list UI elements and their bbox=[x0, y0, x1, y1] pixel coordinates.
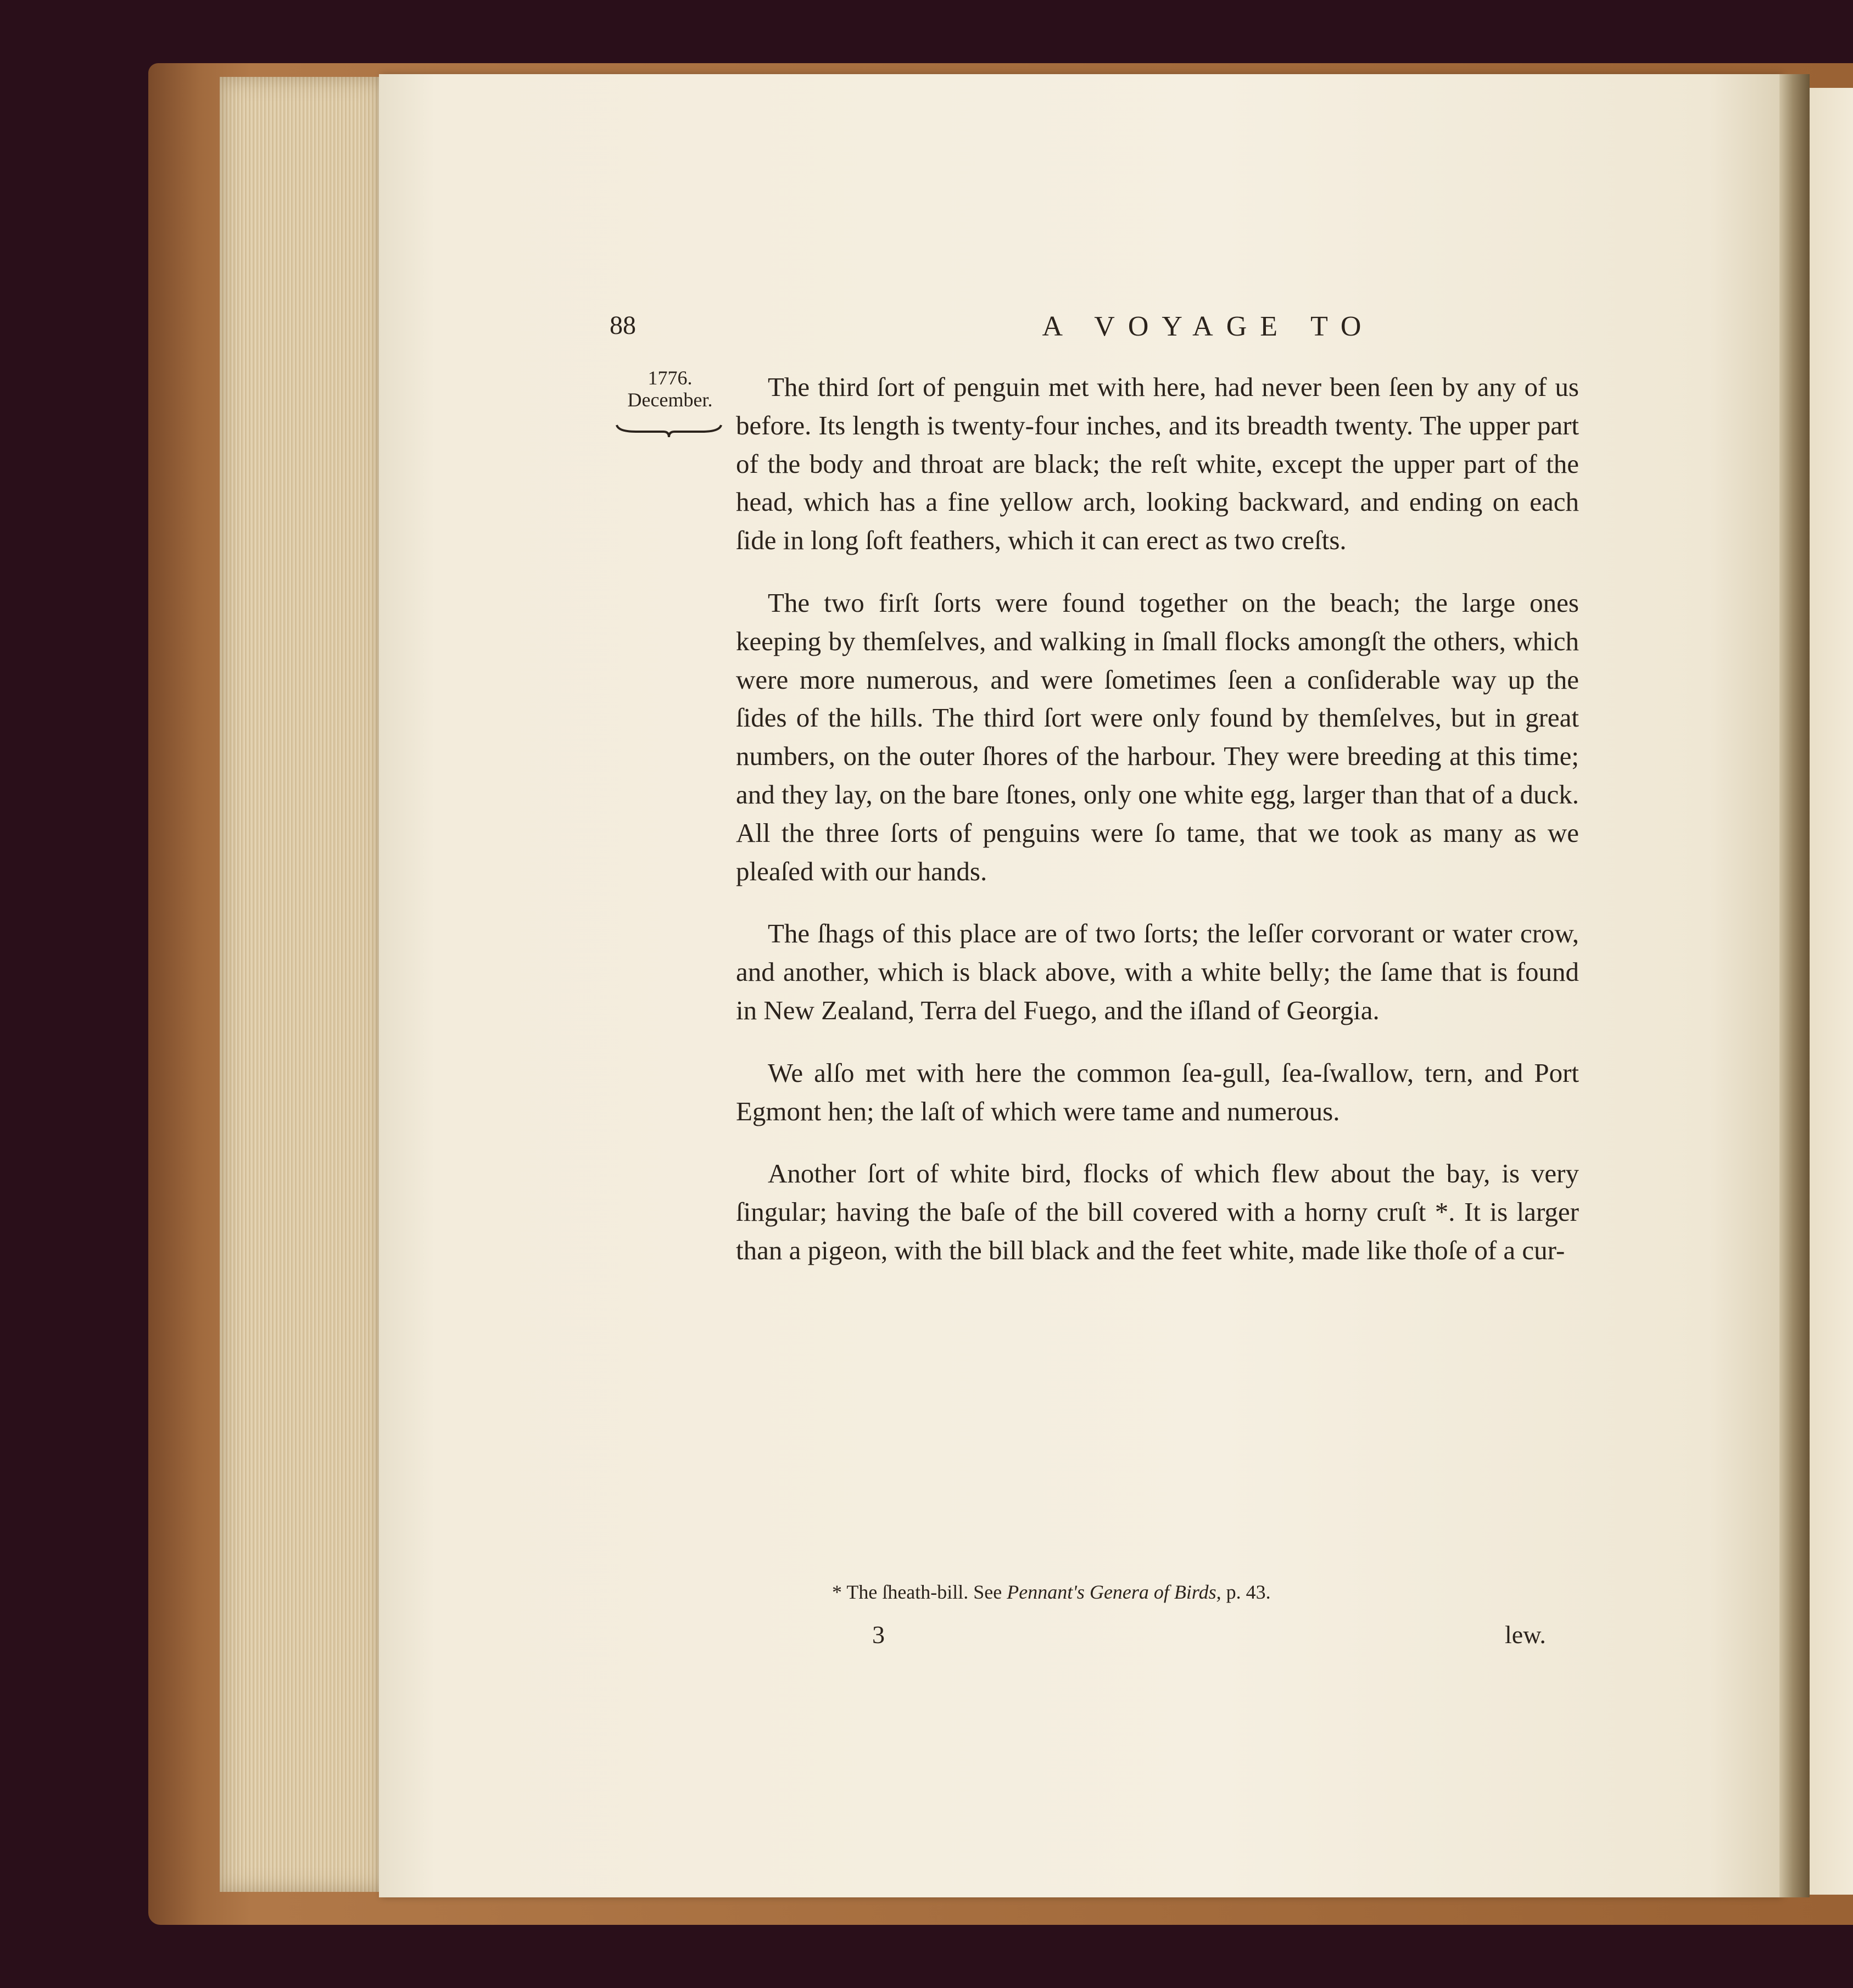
paragraph: The third ſort of penguin met with here, had never been ſeen by any of us before. Its length is twenty-four inches, and its breadth twenty. The upper part of the body and throat are black; the reſt white, except the upper part of the head, which has a fine yellow arch, looking backward, and ending on each ſide in long ſoft feathers, which it can erect as two creſts. bbox=[736, 372, 1579, 556]
page-number: 88 bbox=[610, 311, 636, 340]
paragraph: The ſhags of this place are of two ſorts; the leſſer corvorant or water crow, and another, which is black above, with a white belly; the ſame that is found in New Zealand, Terra del Fuego, and the iſland of Georgia. bbox=[736, 918, 1579, 1025]
margin-note bbox=[615, 367, 725, 411]
footnote-citation: Pennant's Genera of Birds, bbox=[1007, 1581, 1221, 1603]
footnote-page-ref: p. 43. bbox=[1226, 1581, 1271, 1603]
book-gutter bbox=[1779, 74, 1810, 1897]
paragraph: We alſo met with here the common ſea-gull, ſea-ſwallow, tern, and Port Egmont hen; the laſt of which were tame and numerous. bbox=[736, 1057, 1579, 1126]
page-edges bbox=[220, 77, 384, 1892]
footnote-marker: * bbox=[832, 1581, 842, 1603]
signature-mark: 3 bbox=[872, 1621, 885, 1649]
margin-brace-icon bbox=[614, 423, 724, 438]
paragraph: The two firſt ſorts were found together on the beach; the large ones keeping by themſelves, and walking in ſmall flocks amongſt the others, which were more numerous, and were ſometimes ſeen a conſiderable way up the ſides of the hills. The third ſort were only found by themſelves, but in great numbers, on the outer ſhores of the harbour. They were breeding at this time; and they lay, on the bare ſtones, only one white egg, larger than that of a duck. All the three ſorts of penguins were ſo tame, that we took as many as we pleaſed with our hands. bbox=[736, 587, 1579, 886]
margin-note-month: December. bbox=[627, 389, 713, 411]
running-head: A VOYAGE TO bbox=[1042, 311, 1375, 342]
facing-page-edge bbox=[1810, 88, 1853, 1895]
margin-note-year: 1776. bbox=[648, 367, 693, 389]
body-text bbox=[736, 368, 1579, 1294]
footnote bbox=[832, 1581, 1491, 1604]
paragraph: Another ſort of white bird, flocks of which flew about the bay, is very ſingular; having the baſe of the bill covered with a horny cruſt *. It is larger than a pigeon, with the bill black and the feet white, made like thoſe of a cur- bbox=[736, 1158, 1579, 1265]
catchword: lew. bbox=[1505, 1621, 1546, 1649]
footnote-text: The ſheath-bill. See bbox=[846, 1581, 1002, 1603]
